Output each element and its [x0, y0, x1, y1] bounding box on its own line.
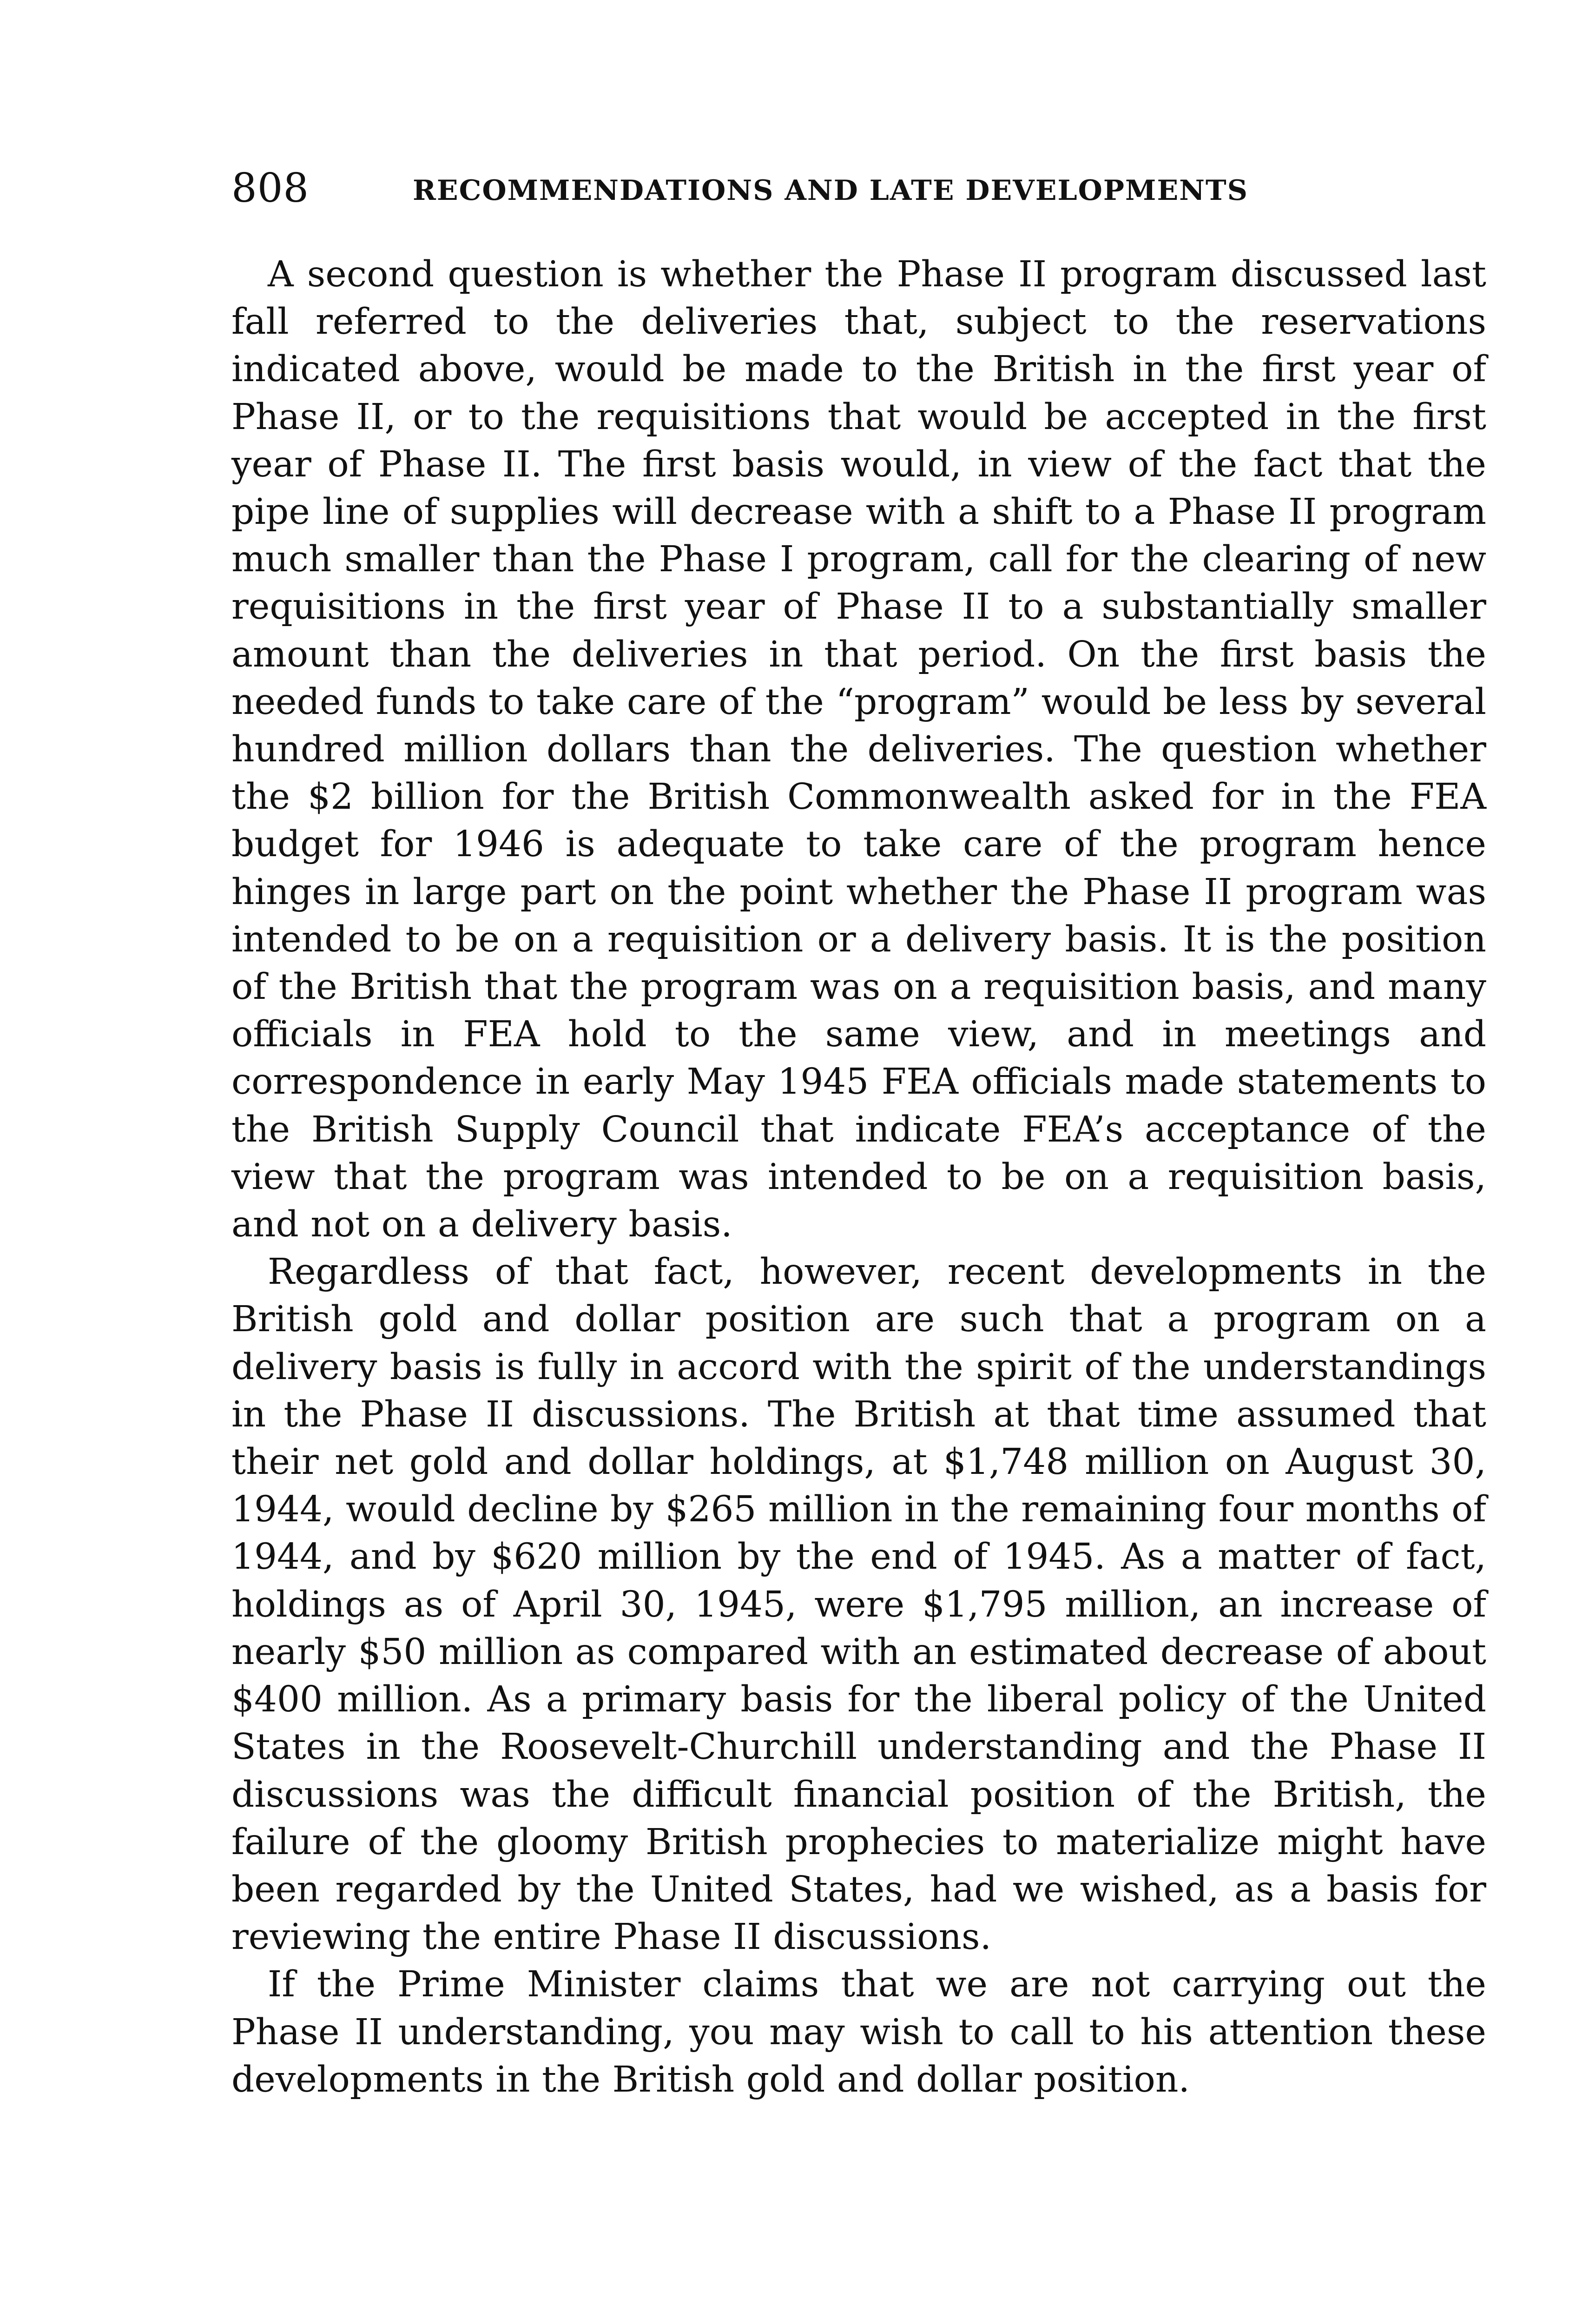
page-number: 808: [231, 165, 310, 211]
paragraph: If the Prime Minister claims that we are not carrying out the Phase II understanding, you may wish to call to his attention these developments in the British gold and dollar position.: [231, 1964, 1486, 2100]
body-text: [231, 251, 1486, 2104]
paragraph: Regardless of that fact, however, recent developments in the British gold and dollar position are such that a program on a delivery basis is fully in accord with the spirit of the understandings in the Phase II discussions. The British at that time assumed that their net gold and dollar holdings, at $1,748 million on August 30, 1944, would decline by $265 million in the remaining four months of 1944, and by $620 million by the end of 1945. As a matter of fact, holdings as of April 30, 1945, were $1,795 million, an increase of nearly $50 million as compared with an estimated decrease of about $400 million. As a primary basis for the liberal policy of the United States in the Roosevelt-Churchill understanding and the Phase II discussions was the difficult financial position of the British, the failure of the gloomy British prophecies to materialize might have been regarded by the United States, had we wished, as a basis for reviewing the entire Phase II discussions.: [231, 1251, 1486, 1958]
paragraph: A second question is whether the Phase II program discussed last fall referred to the deliveries that, subject to the reservations indicated above, would be made to the British in the first year of Phase II, or to the requisitions that would be accepted in the first year of Phase II. The first basis would, in view of the fact that the pipe line of supplies will decrease with a shift to a Phase II program much smaller than the Phase I program, call for the clearing of new requisitions in the first year of Phase II to a substantially smaller amount than the deliveries in that period. On the first basis the needed funds to take care of the “program” would be less by several hundred million dollars than the deliveries. The question whether the $2 billion for the British Commonwealth asked for in the FEA budget for 1946 is adequate to take care of the program hence hinges in large part on the point whether the Phase II program was intended to be on a requisition or a delivery basis. It is the position of the British that the program was on a requisition basis, and many officials in FEA hold to the same view, and in meetings and correspondence in early May 1945 FEA officials made statements to the British Supply Council that indicate FEA’s acceptance of the view that the program was intended to be on a requisition basis, and not on a delivery basis.: [231, 254, 1486, 1246]
running-title: RECOMMENDATIONS AND LATE DEVELOPMENTS: [413, 174, 1249, 207]
running-head: [231, 163, 1486, 214]
